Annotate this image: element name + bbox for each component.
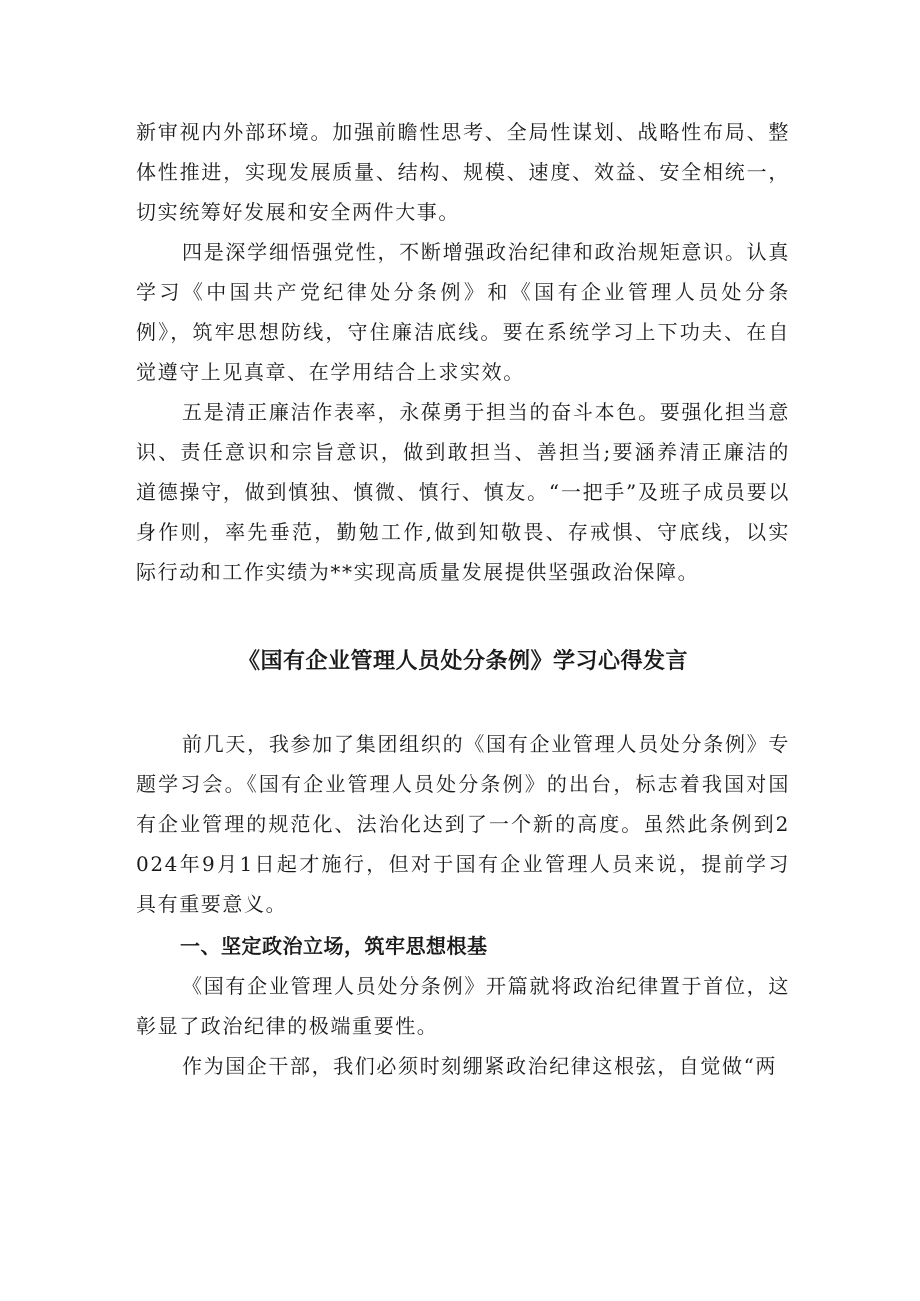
body-paragraph-1: 新审视内外部环境。加强前瞻性思考、全局性谋划、战略性布局、整体性推进，实现发展质量、结构、规模、速度、效益、安全相统一，切实统筹好发展和安全两件大事。 (136, 120, 790, 224)
section-paragraph-2: 作为国企干部，我们必须时刻绷紧政治纪律这根弦，自觉做“两 (182, 1054, 778, 1078)
body-paragraph-2: 四是深学细悟强党性，不断增强政治纪律和政治规矩意识。认真学习《中国共产党纪律处分条例》和《国有企业管理人员处分条例》，筑牢思想防线，守住廉洁底线。要在系统学习上下功夫、在自觉遵守上见真章、在学用结合上求实效。 (136, 240, 790, 384)
document-title: 《国有企业管理人员处分条例》学习心得发言 (237, 649, 688, 674)
section-heading: 一、坚定政治立场，筑牢思想根基 (180, 934, 488, 958)
intro-paragraph: 前几天，我参加了集团组织的《国有企业管理人员处分条例》专题学习会。《国有企业管理人员处分条例》的出台，标志着我国对国有企业管理的规范化、法治化达到了一个新的高度。虽然此条例到2024年9月1日起才施行，但对于国有企业管理人员来说，提前学习具有重要意义。 (136, 732, 790, 916)
section-paragraph-1: 《国有企业管理人员处分条例》开篇就将政治纪律置于首位，这彰显了政治纪律的极端重要性。 (136, 974, 790, 1038)
document-body (136, 112, 790, 1086)
body-paragraph-3: 五是清正廉洁作表率，永葆勇于担当的奋斗本色。要强化担当意识、责任意识和宗旨意识，做到敢担当、善担当;要涵养清正廉洁的道德操守，做到慎独、慎微、慎行、慎友。“一把手”及班子成员要以身作则，率先垂范，勤勉工作,做到知敬畏、存戒惧、守底线，以实际行动和工作实绩为**实现高质量发展提供坚强政治保障。 (136, 400, 790, 584)
